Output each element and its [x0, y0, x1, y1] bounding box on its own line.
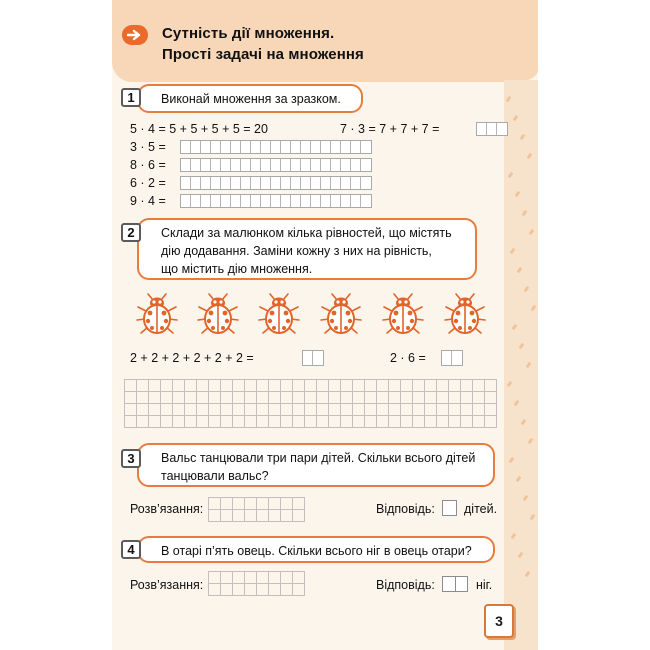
answer-cell[interactable]: [261, 159, 271, 171]
answer-cell[interactable]: [231, 141, 241, 153]
answer-cell[interactable]: [361, 159, 371, 171]
answer-cell[interactable]: [301, 195, 311, 207]
page-number: 3: [484, 604, 514, 638]
answer-cell[interactable]: [181, 141, 191, 153]
answer-cell[interactable]: [351, 159, 361, 171]
answer-cell[interactable]: [281, 159, 291, 171]
page-subtitle: Прості задачі на множення: [162, 46, 364, 63]
answer-cell[interactable]: [311, 159, 321, 171]
answer-cell[interactable]: [311, 195, 321, 207]
answer-cell[interactable]: [181, 159, 191, 171]
answer-cell[interactable]: [281, 141, 291, 153]
task1-example2: 7 · 3 = 7 + 7 + 7 =: [340, 122, 440, 136]
answer-cell[interactable]: [331, 177, 341, 189]
answer-cell[interactable]: [211, 159, 221, 171]
answer-cell[interactable]: [211, 177, 221, 189]
answer-cell[interactable]: [251, 177, 261, 189]
task1-row-2: 8 · 6 =: [130, 158, 166, 172]
answer-cell[interactable]: [211, 141, 221, 153]
answer-cell[interactable]: [191, 195, 201, 207]
answer-cell[interactable]: [231, 195, 241, 207]
side-decoration-band: [504, 80, 538, 650]
ladybug-icon: [318, 291, 364, 337]
answer-cell[interactable]: [301, 141, 311, 153]
task1-row-2-cells[interactable]: [180, 158, 372, 172]
answer-cell[interactable]: [221, 195, 231, 207]
task2-mult-answer-cells[interactable]: [441, 350, 463, 366]
answer-cell[interactable]: [291, 141, 301, 153]
answer-cell[interactable]: [201, 159, 211, 171]
answer-cell[interactable]: [271, 141, 281, 153]
task3-answer-unit: дітей.: [464, 502, 498, 516]
answer-cell[interactable]: [361, 177, 371, 189]
answer-cell[interactable]: [331, 159, 341, 171]
task2-instruction-box: [137, 218, 477, 280]
answer-cell[interactable]: [241, 177, 251, 189]
ladybug-icon: [256, 291, 302, 337]
task4-solution-grid[interactable]: [208, 571, 305, 596]
answer-cell[interactable]: [261, 195, 271, 207]
answer-cell[interactable]: [281, 177, 291, 189]
ladybug-icon: [442, 291, 488, 337]
answer-cell[interactable]: [241, 141, 251, 153]
answer-cell[interactable]: [341, 159, 351, 171]
answer-cell[interactable]: [341, 195, 351, 207]
answer-cell[interactable]: [241, 195, 251, 207]
answer-cell[interactable]: [351, 141, 361, 153]
answer-cell[interactable]: [211, 195, 221, 207]
answer-cell[interactable]: [231, 177, 241, 189]
task1-instruction: Виконай множення за зразком.: [161, 92, 341, 106]
answer-cell[interactable]: [281, 195, 291, 207]
answer-cell[interactable]: [271, 159, 281, 171]
answer-cell[interactable]: [351, 195, 361, 207]
answer-cell[interactable]: [361, 195, 371, 207]
task4-text: В отарі п’ять овець. Скільки всього ніг в овець отари?: [161, 544, 472, 558]
task4-solution-label: Розв’язання:: [130, 578, 204, 592]
task2-mult-expression: 2 · 6 =: [390, 351, 426, 365]
answer-cell[interactable]: [181, 177, 191, 189]
task1-row-4: 9 · 4 =: [130, 194, 166, 208]
task2-sum-answer-cells[interactable]: [302, 350, 324, 366]
task4-problem-box: [137, 536, 495, 563]
task3-number: 3: [121, 449, 141, 468]
workbook-page: [112, 0, 538, 650]
answer-cell[interactable]: [221, 141, 231, 153]
answer-cell[interactable]: [191, 141, 201, 153]
answer-cell[interactable]: [301, 159, 311, 171]
answer-cell[interactable]: [271, 195, 281, 207]
task2-instruction-line2: дію додавання. Заміни кожну з них на рівність,: [161, 244, 432, 258]
answer-cell[interactable]: [331, 141, 341, 153]
task3-answer-label: Відповідь:: [376, 502, 435, 516]
answer-cell[interactable]: [291, 177, 301, 189]
answer-cell[interactable]: [201, 177, 211, 189]
task3-problem-box: [137, 443, 495, 487]
page-title: Сутність дії множення.: [162, 25, 335, 42]
task1-row-3-cells[interactable]: [180, 176, 372, 190]
task4-answer-label: Відповідь:: [376, 578, 435, 592]
task3-text-line1: Вальс танцювали три пари дітей. Скільки всього дітей: [161, 451, 476, 465]
task4-answer-unit: ніг.: [476, 578, 493, 592]
arrow-icon: [122, 25, 148, 45]
answer-cell[interactable]: [351, 177, 361, 189]
task1-example2-answer-cells[interactable]: [476, 122, 508, 136]
answer-cell[interactable]: [241, 159, 251, 171]
answer-cell[interactable]: [341, 141, 351, 153]
task2-sum-expression: 2 + 2 + 2 + 2 + 2 + 2 =: [130, 351, 254, 365]
ladybug-icon: [134, 291, 180, 337]
answer-cell[interactable]: [311, 177, 321, 189]
answer-cell[interactable]: [181, 195, 191, 207]
answer-cell[interactable]: [191, 159, 201, 171]
answer-cell[interactable]: [321, 141, 331, 153]
task2-instruction-line1: Склади за малюнком кілька рівностей, що містять: [161, 226, 452, 240]
task1-row-3: 6 · 2 =: [130, 176, 166, 190]
answer-cell[interactable]: [291, 195, 301, 207]
answer-cell[interactable]: [301, 177, 311, 189]
task1-example: 5 · 4 = 5 + 5 + 5 + 5 = 20: [130, 122, 268, 136]
answer-cell[interactable]: [251, 159, 261, 171]
answer-cell[interactable]: [361, 141, 371, 153]
task4-answer-box[interactable]: [442, 576, 468, 592]
task1-row-1-cells[interactable]: [180, 140, 372, 154]
answer-cell[interactable]: [321, 195, 331, 207]
answer-cell[interactable]: [321, 177, 331, 189]
task2-instruction-line3: що містить дію множення.: [161, 262, 313, 276]
task3-text-line2: танцювали вальс?: [161, 469, 269, 483]
task3-solution-label: Розв’язання:: [130, 502, 204, 516]
ladybug-icon: [380, 291, 426, 337]
task1-instruction-box: [137, 84, 363, 113]
answer-cell[interactable]: [231, 159, 241, 171]
answer-cell[interactable]: [261, 141, 271, 153]
answer-cell[interactable]: [221, 177, 231, 189]
answer-cell[interactable]: [201, 141, 211, 153]
task2-number: 2: [121, 223, 141, 242]
answer-cell[interactable]: [321, 159, 331, 171]
task3-solution-grid[interactable]: [208, 497, 305, 522]
answer-cell[interactable]: [331, 195, 341, 207]
task4-number: 4: [121, 540, 141, 559]
answer-cell[interactable]: [291, 159, 301, 171]
task1-row-4-cells[interactable]: [180, 194, 372, 208]
answer-cell[interactable]: [251, 141, 261, 153]
answer-cell[interactable]: [311, 141, 321, 153]
answer-cell[interactable]: [271, 177, 281, 189]
task2-writing-grid[interactable]: [124, 379, 497, 428]
ladybug-icon: [195, 291, 241, 337]
task1-row-1: 3 · 5 =: [130, 140, 166, 154]
answer-cell[interactable]: [341, 177, 351, 189]
task1-number: 1: [121, 88, 141, 107]
task3-answer-box[interactable]: [442, 500, 457, 516]
answer-cell[interactable]: [221, 159, 231, 171]
answer-cell[interactable]: [251, 195, 261, 207]
answer-cell[interactable]: [261, 177, 271, 189]
answer-cell[interactable]: [191, 177, 201, 189]
answer-cell[interactable]: [201, 195, 211, 207]
